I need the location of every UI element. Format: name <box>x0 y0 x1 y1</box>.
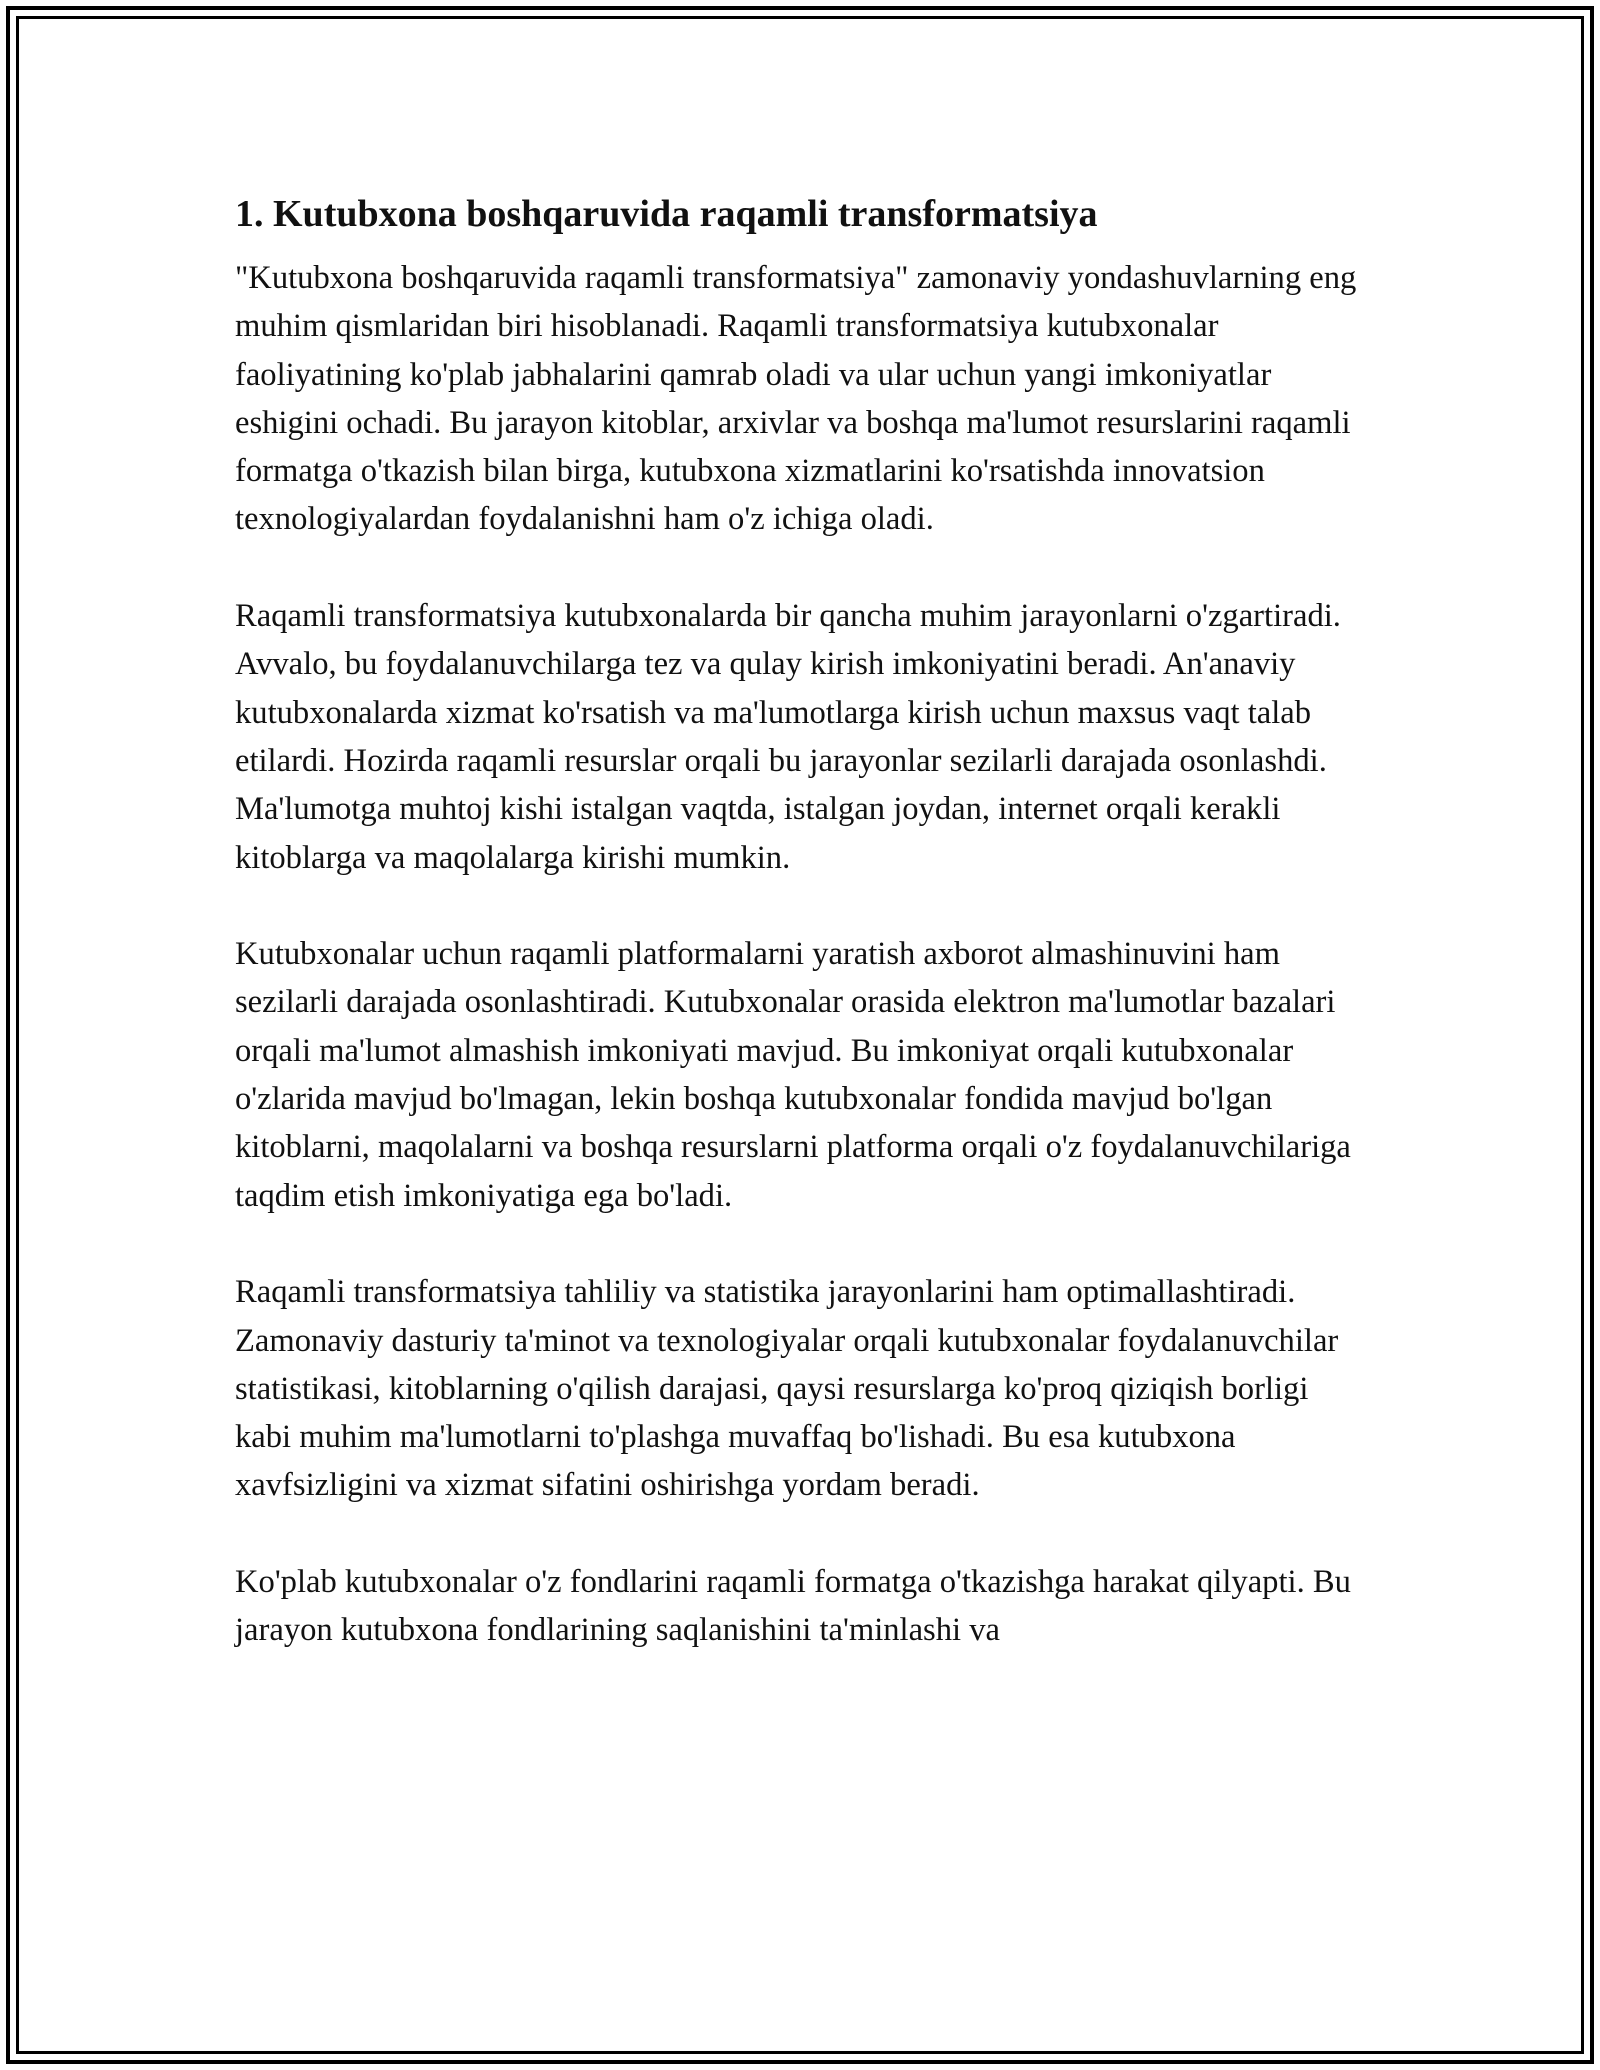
paragraph-3: Kutubxonalar uchun raqamli platformalarni yaratish axborot almashinuvini ham sezilarli darajada osonlashtiradi. Kutubxonalar orasida elektron ma'lumotlar bazalari orqali ma'lumot almashish imkoniyati mavjud. Bu imkoniyat orqali kutubxonalar o'zlarida mavjud bo'lmagan, lekin boshqa kutubxonalar fondida mavjud bo'lgan kitoblarni, maqolalarni va boshqa resurslarni platforma orqali o'z foydalanuvchilariga taqdim etish imkoniyatiga ega bo'ladi. <box>235 936 1351 1214</box>
document-body <box>235 186 1365 1703</box>
paragraph-2: Raqamli transformatsiya kutubxonalarda bir qancha muhim jarayonlarni o'zgartiradi. Avvalo, bu foydalanuvchilarga tez va qulay kirish imkoniyatini beradi. An'anaviy kutubxonalarda xizmat ko'rsatish va ma'lumotlarga kirish uchun maxsus vaqt talab etilardi. Hozirda raqamli resurslar orqali bu jarayonlar sezilarli darajada osonlashdi. Ma'lumotga muhtoj kishi istalgan vaqtda, istalgan joydan, internet orqali kerakli kitoblarga va maqolalarga kirishi mumkin. <box>235 598 1341 876</box>
section-heading: 1. Kutubxona boshqaruvida raqamli transformatsiya <box>235 193 1098 235</box>
paragraph-1: "Kutubxona boshqaruvida raqamli transformatsiya" zamonaviy yondashuvlarning eng muhim qismlaridan biri hisoblanadi. Raqamli transformatsiya kutubxonalar faoliyatining ko'plab jabhalarini qamrab oladi va ular uchun yangi imkoniyatlar eshigini ochadi. Bu jarayon kitoblar, arxivlar va boshqa ma'lumot resurslarini raqamli formatga o'tkazish bilan birga, kutubxona xizmatlarini ko'rsatishda innovatsion texnologiyalardan foydalanishni ham o'z ichiga oladi. <box>235 260 1357 538</box>
paragraph-4: Raqamli transformatsiya tahliliy va statistika jarayonlarini ham optimallashtiradi. Zamonaviy dasturiy ta'minot va texnologiyalar orqali kutubxonalar foydalanuvchilar statistikasi, kitoblarning o'qilish darajasi, qaysi resurslarga ko'proq qiziqish borligi kabi muhim ma'lumotlarni to'plashga muvaffaq bo'lishadi. Bu esa kutubxona xavfsizligini va xizmat sifatini oshirishga yordam beradi. <box>235 1274 1339 1504</box>
paragraph-5: Ko'plab kutubxonalar o'z fondlarini raqamli formatga o'tkazishga harakat qilyapti. Bu jarayon kutubxona fondlarining saqlanishini ta'minlashi va <box>235 1564 1351 1649</box>
